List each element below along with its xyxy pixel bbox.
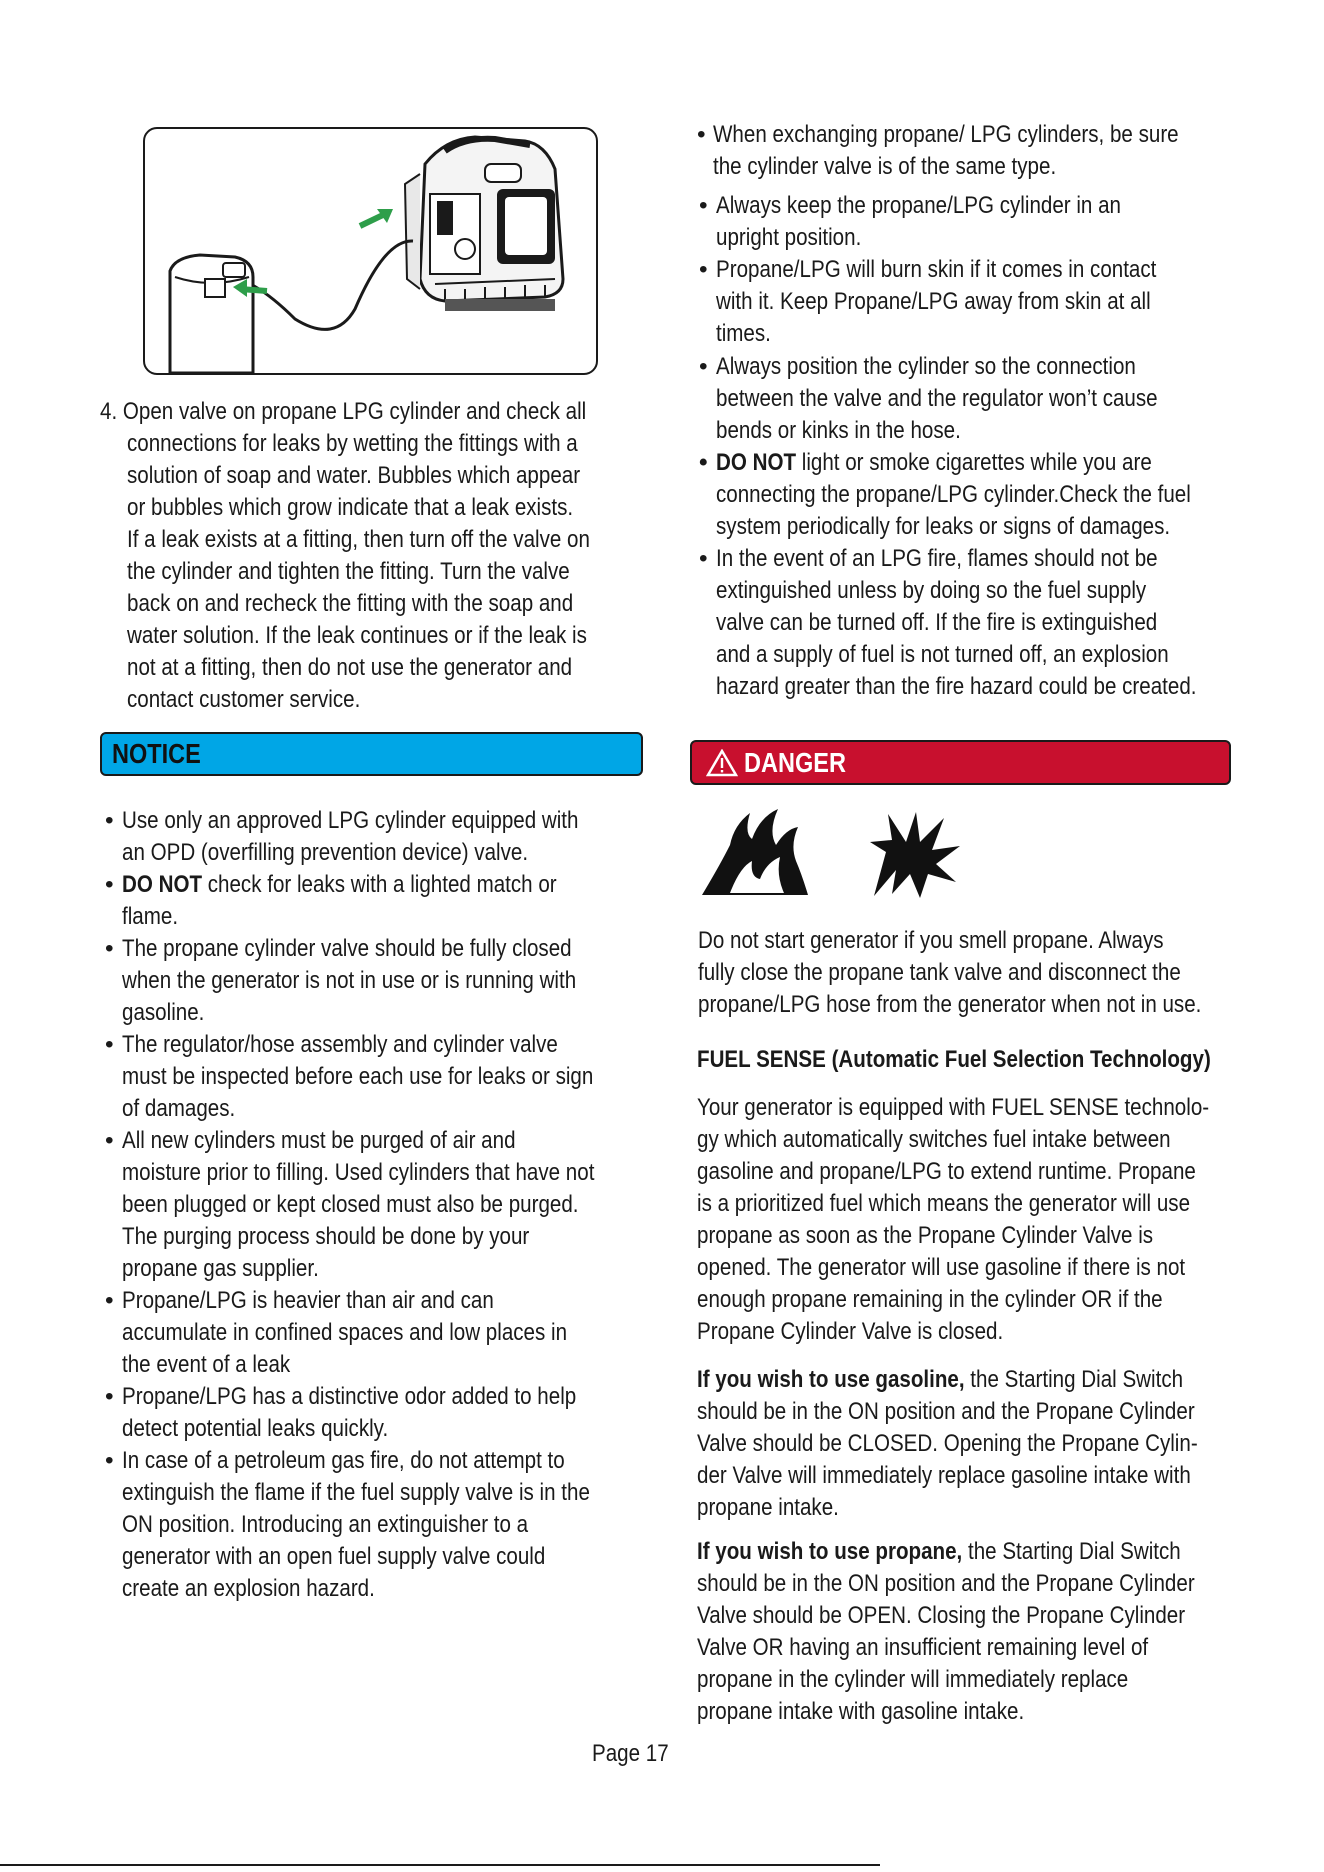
fuel-sense-line: enough propane remaining in the cylinder OR if the <box>697 1286 1163 1313</box>
right-bullet-line: system periodically for leaks or signs of damages. <box>716 513 1171 540</box>
propane-line: propane intake with gasoline intake. <box>697 1698 1025 1725</box>
gasoline-line <box>697 1364 1183 1396</box>
bullet-icon: • <box>699 353 708 380</box>
right-bullet-line: connecting the propane/LPG cylinder.Check the fuel <box>716 481 1191 508</box>
notice-line: The propane cylinder valve should be fully closed <box>122 935 572 962</box>
bullet-icon: • <box>105 1287 114 1314</box>
notice-line: ON position. Introducing an extinguisher to a <box>122 1511 529 1538</box>
step-4-line: solution of soap and water. Bubbles which appear <box>127 462 581 489</box>
right-bullet-line <box>716 447 1152 479</box>
gasoline-line: propane intake. <box>697 1494 839 1521</box>
gasoline-line-bold: If you wish to use gasoline, <box>697 1366 965 1393</box>
right-bullet-line: bends or kinks in the hose. <box>716 417 961 444</box>
step-4-line: 4. Open valve on propane LPG cylinder and check all <box>100 398 587 425</box>
notice-line: detect potential leaks quickly. <box>122 1415 389 1442</box>
fuel-sense-line: is a prioritized fuel which means the generator will use <box>697 1190 1191 1217</box>
right-bullet-line: hazard greater than the fire hazard could be created. <box>716 673 1197 700</box>
danger-line: fully close the propane tank valve and disconnect the <box>698 959 1181 986</box>
warning-triangle-icon <box>706 749 738 777</box>
propane-line-text: the Starting Dial Switch <box>962 1538 1181 1565</box>
right-bullet-line: extinguished unless by doing so the fuel supply <box>716 577 1147 604</box>
right-bullet-line-text: light or smoke cigarettes while you are <box>796 449 1152 476</box>
gasoline-line: should be in the ON position and the Propane Cylinder <box>697 1398 1195 1425</box>
gasoline-line-text: the Starting Dial Switch <box>964 1366 1184 1393</box>
right-bullet-line: upright position. <box>716 224 862 251</box>
bullet-icon: • <box>105 1031 114 1058</box>
danger-line: propane/LPG hose from the generator when not in use. <box>698 991 1202 1018</box>
notice-line: the event of a leak <box>122 1351 291 1378</box>
fuel-sense-line: Propane Cylinder Valve is closed. <box>697 1318 1004 1345</box>
notice-line: gasoline. <box>122 999 205 1026</box>
bullet-icon: • <box>105 1383 114 1410</box>
notice-label: NOTICE <box>112 738 201 769</box>
notice-line: create an explosion hazard. <box>122 1575 375 1602</box>
step-4-line: contact customer service. <box>127 686 361 713</box>
bullet-icon: • <box>105 871 114 898</box>
notice-line: been plugged or kept closed must also be purged. <box>122 1191 579 1218</box>
footer-rule <box>0 1864 880 1866</box>
generator-cylinder-figure <box>143 127 598 375</box>
propane-line: propane in the cylinder will immediately replace <box>697 1666 1129 1693</box>
notice-line: In case of a petroleum gas fire, do not attempt to <box>122 1447 565 1474</box>
fuel-sense-line: Your generator is equipped with FUEL SENSE technolo- <box>697 1094 1210 1121</box>
notice-line: when the generator is not in use or is running with <box>122 967 577 994</box>
bullet-icon: • <box>699 192 708 219</box>
propane-line: should be in the ON position and the Propane Cylinder <box>697 1570 1195 1597</box>
notice-line: must be inspected before each use for leaks or sign <box>122 1063 594 1090</box>
notice-line: propane gas supplier. <box>122 1255 319 1282</box>
danger-banner <box>690 740 1231 785</box>
right-bullet-line: between the valve and the regulator won’t cause <box>716 385 1158 412</box>
right-bullet-line: times. <box>716 320 771 347</box>
notice-line: of damages. <box>122 1095 236 1122</box>
right-bullet-line: the cylinder valve is of the same type. <box>713 153 1057 180</box>
bullet-icon: • <box>699 449 708 476</box>
step-4-line: back on and recheck the fitting with the soap and <box>127 590 574 617</box>
notice-line: extinguish the flame if the fuel supply valve is in the <box>122 1479 590 1506</box>
propane-cylinder-illustration <box>170 255 253 373</box>
fuel-sense-line: gy which automatically switches fuel intake between <box>697 1126 1171 1153</box>
bullet-icon: • <box>697 121 706 148</box>
bullet-icon: • <box>105 1127 114 1154</box>
right-bullet-line: In the event of an LPG fire, flames should not be <box>716 545 1158 572</box>
page-number: Page 17 <box>592 1740 669 1767</box>
explosion-icon <box>866 812 962 898</box>
right-bullet-line: When exchanging propane/ LPG cylinders, be sure <box>713 121 1179 148</box>
propane-line: Valve OR having an insufficient remaining level of <box>697 1634 1149 1661</box>
notice-line: Propane/LPG has a distinctive odor added to help <box>122 1383 577 1410</box>
right-bullet-line: with it. Keep Propane/LPG away from skin at all <box>716 288 1151 315</box>
propane-line <box>697 1536 1181 1568</box>
notice-line: accumulate in confined spaces and low places in <box>122 1319 568 1346</box>
fuel-sense-heading: FUEL SENSE (Automatic Fuel Selection Technology) <box>697 1046 1211 1073</box>
gasoline-line: Valve should be CLOSED. Opening the Propane Cylin- <box>697 1430 1198 1457</box>
notice-line <box>122 869 557 901</box>
notice-line: Propane/LPG is heavier than air and can <box>122 1287 494 1314</box>
fuel-sense-line: opened. The generator will use gasoline if there is not <box>697 1254 1186 1281</box>
step-4-line: not at a fitting, then do not use the generator and <box>127 654 573 681</box>
notice-line: The regulator/hose assembly and cylinder valve <box>122 1031 558 1058</box>
bullet-icon: • <box>105 935 114 962</box>
step-4-line: water solution. If the leak continues or if the leak is <box>127 622 587 649</box>
right-bullet-line: Always keep the propane/LPG cylinder in an <box>716 192 1121 219</box>
propane-line-bold: If you wish to use propane, <box>697 1538 963 1565</box>
step-4-line: connections for leaks by wetting the fittings with a <box>127 430 578 457</box>
notice-line: moisture prior to filling. Used cylinders that have not <box>122 1159 595 1186</box>
right-bullet-line: Always position the cylinder so the connection <box>716 353 1136 380</box>
danger-line: Do not start generator if you smell propane. Always <box>698 927 1164 954</box>
notice-line-text: check for leaks with a lighted match or <box>202 871 557 898</box>
bullet-icon: • <box>699 545 708 572</box>
right-bullet-line: valve can be turned off. If the fire is extinguished <box>716 609 1158 636</box>
notice-line: flame. <box>122 903 179 930</box>
right-bullet-line-bold: DO NOT <box>716 449 797 476</box>
fuel-sense-line: gasoline and propane/LPG to extend runtime. Propane <box>697 1158 1196 1185</box>
propane-line: Valve should be OPEN. Closing the Propane Cylinder <box>697 1602 1186 1629</box>
danger-label: DANGER <box>744 747 846 778</box>
fuel-sense-line: propane as soon as the Propane Cylinder Valve is <box>697 1222 1154 1249</box>
notice-line: an OPD (overfilling prevention device) valve. <box>122 839 529 866</box>
step-4-line: If a leak exists at a fitting, then turn off the valve on <box>127 526 590 553</box>
right-bullet-line: Propane/LPG will burn skin if it comes in contact <box>716 256 1157 283</box>
right-bullet-line: and a supply of fuel is not turned off, an explosion <box>716 641 1169 668</box>
notice-banner <box>100 732 643 776</box>
bullet-icon: • <box>105 1447 114 1474</box>
step-4-line: the cylinder and tighten the fitting. Turn the valve <box>127 558 570 585</box>
bullet-icon: • <box>105 807 114 834</box>
bullet-icon: • <box>699 256 708 283</box>
notice-line: The purging process should be done by your <box>122 1223 530 1250</box>
gasoline-line: der Valve will immediately replace gasoline intake with <box>697 1462 1191 1489</box>
notice-line: generator with an open fuel supply valve could <box>122 1543 546 1570</box>
generator-illustration <box>145 129 596 373</box>
notice-line-bold: DO NOT <box>122 871 203 898</box>
step-4-line: or bubbles which grow indicate that a leak exists. <box>127 494 574 521</box>
notice-line: All new cylinders must be purged of air and <box>122 1127 516 1154</box>
fire-icon <box>700 805 810 897</box>
notice-line: Use only an approved LPG cylinder equipped with <box>122 807 579 834</box>
